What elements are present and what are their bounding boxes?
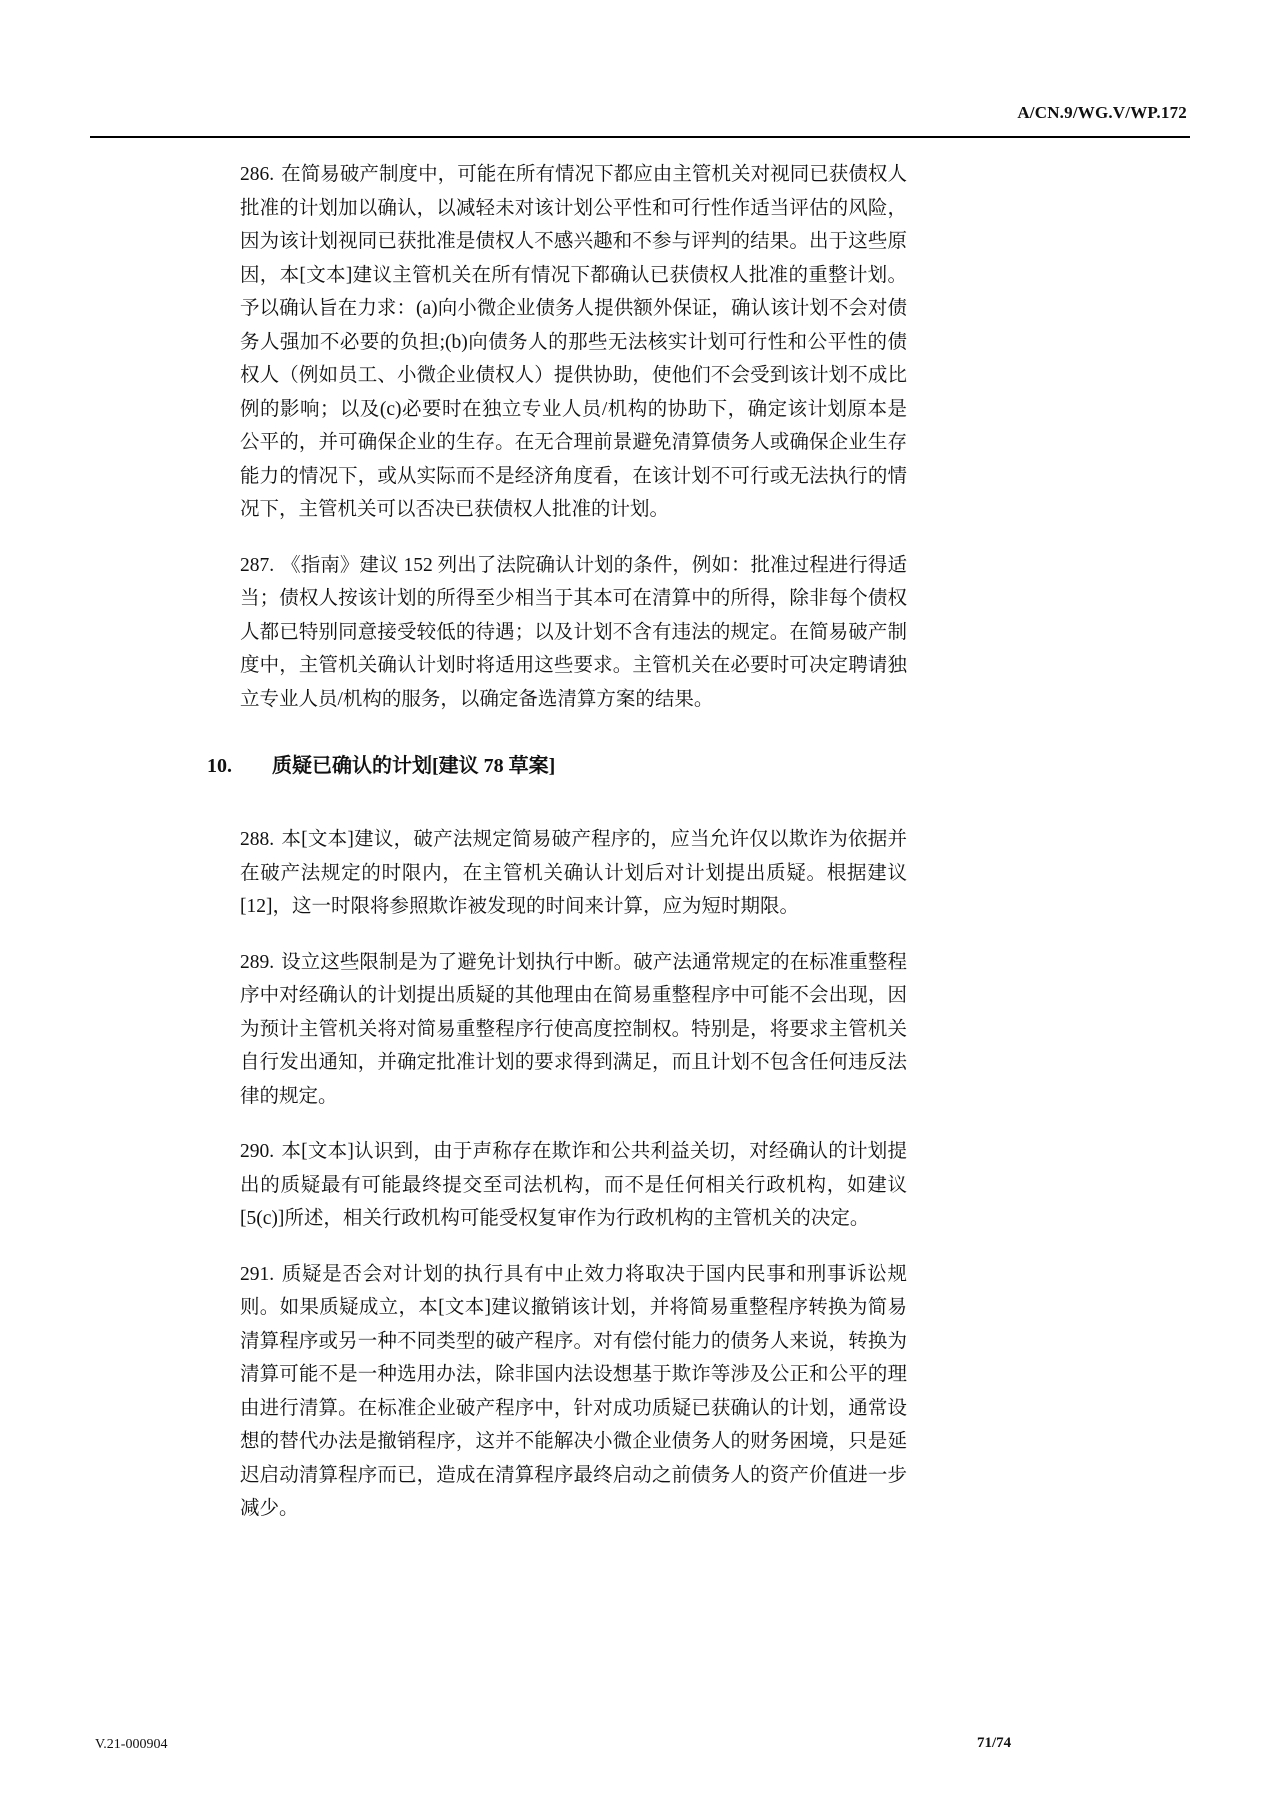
paragraph-288 xyxy=(240,823,907,924)
paragraph-number: 286. xyxy=(240,164,275,185)
paragraph-number: 291. xyxy=(240,1263,275,1285)
paragraph-text: 《指南》建议 152 列出了法院确认计划的条件，例如：批准过程进行得适当；债权人按该计划的所得至少相当于其本可在清算中的所得，除非每个债权人都已特别同意接受较低的待遇；以及计划不含有违法的规定。在简易破产制度中，主管机关确认计划时将适用这些要求。主管机关在必要时可决定聘请独立专业人员/机构的服务，以确定备选清算方案的结果。 xyxy=(240,554,907,710)
paragraph-number: 289. xyxy=(240,951,275,973)
paragraph-289 xyxy=(240,946,907,1114)
section-heading-title: 质疑已确认的计划[建议 78 草案] xyxy=(272,755,556,777)
paragraph-290 xyxy=(240,1135,907,1236)
paragraph-text: 本[文本]建议，破产法规定简易破产程序的，应当允许仅以欺诈为依据并在破产法规定的时限内，在主管机关确认计划后对计划提出质疑。根据建议[12]，这一时限将参照欺诈被发现的时间来计算，应为短时期限。 xyxy=(240,829,907,917)
paragraph-number: 287. xyxy=(240,554,275,576)
section-heading xyxy=(207,750,907,783)
header-rule xyxy=(90,136,1190,138)
section-heading-number: 10. xyxy=(207,755,232,777)
paragraph-291 xyxy=(240,1258,907,1526)
document-body xyxy=(207,158,907,1548)
paragraph-number: 288. xyxy=(240,829,275,850)
paragraph-287 xyxy=(240,549,907,717)
paragraph-text: 质疑是否会对计划的执行具有中止效力将取决于国内民事和刑事诉讼规则。如果质疑成立，本[文本]建议撤销该计划，并将简易重整程序转换为简易清算程序或另一种不同类型的破产程序。对有偿付能力的债务人来说，转换为清算可能不是一种选用办法，除非国内法设想基于欺诈等涉及公正和公平的理由进行清算。在标准企业破产程序中，针对成功质疑已获确认的计划，通常设想的替代办法是撤销程序，这并不能解决小微企业债务人的财务困境，只是延迟启动清算程序而已，造成在清算程序最终启动之前债务人的资产价值进一步减少。 xyxy=(240,1263,907,1519)
job-number: V.21-000904 xyxy=(95,1737,168,1752)
paragraph-text: 本[文本]认识到，由于声称存在欺诈和公共利益关切，对经确认的计划提出的质疑最有可能最终提交至司法机构，而不是任何相关行政机构，如建议[5(c)]所述，相关行政机构可能受权复审作为行政机构的主管机关的决定。 xyxy=(240,1141,907,1229)
paragraph-text: 设立这些限制是为了避免计划执行中断。破产法通常规定的在标准重整程序中对经确认的计划提出质疑的其他理由在简易重整程序中可能不会出现，因为预计主管机关将对简易重整程序行使高度控制权。特别是，将要求主管机关自行发出通知，并确定批准计划的要求得到满足，而且计划不包含任何违反法律的规定。 xyxy=(240,951,907,1107)
paragraph-number: 290. xyxy=(240,1141,275,1162)
paragraph-286 xyxy=(240,158,907,527)
document-symbol: A/CN.9/WG.V/WP.172 xyxy=(1017,103,1187,122)
paragraph-text: 在简易破产制度中，可能在所有情况下都应由主管机关对视同已获债权人批准的计划加以确认，以减轻未对该计划公平性和可行性作适当评估的风险，因为该计划视同已获批准是债权人不感兴趣和不参与评判的结果。出于这些原因，本[文本]建议主管机关在所有情况下都确认已获债权人批准的重整计划。予以确认旨在力求：(a)向小微企业债务人提供额外保证，确认该计划不会对债务人强加不必要的负担;(b)向债务人的那些无法核实计划可行性和公平性的债权人（例如员工、小微企业债权人）提供协助，使他们不会受到该计划不成比例的影响；以及(c)必要时在独立专业人员/机构的协助下，确定该计划原本是公平的，并可确保企业的生存。在无合理前景避免清算债务人或确保企业生存能力的情况下，或从实际而不是经济角度看，在该计划不可行或无法执行的情况下，主管机关可以否决已获债权人批准的计划。 xyxy=(240,164,907,520)
page-number: 71/74 xyxy=(977,1735,1012,1751)
